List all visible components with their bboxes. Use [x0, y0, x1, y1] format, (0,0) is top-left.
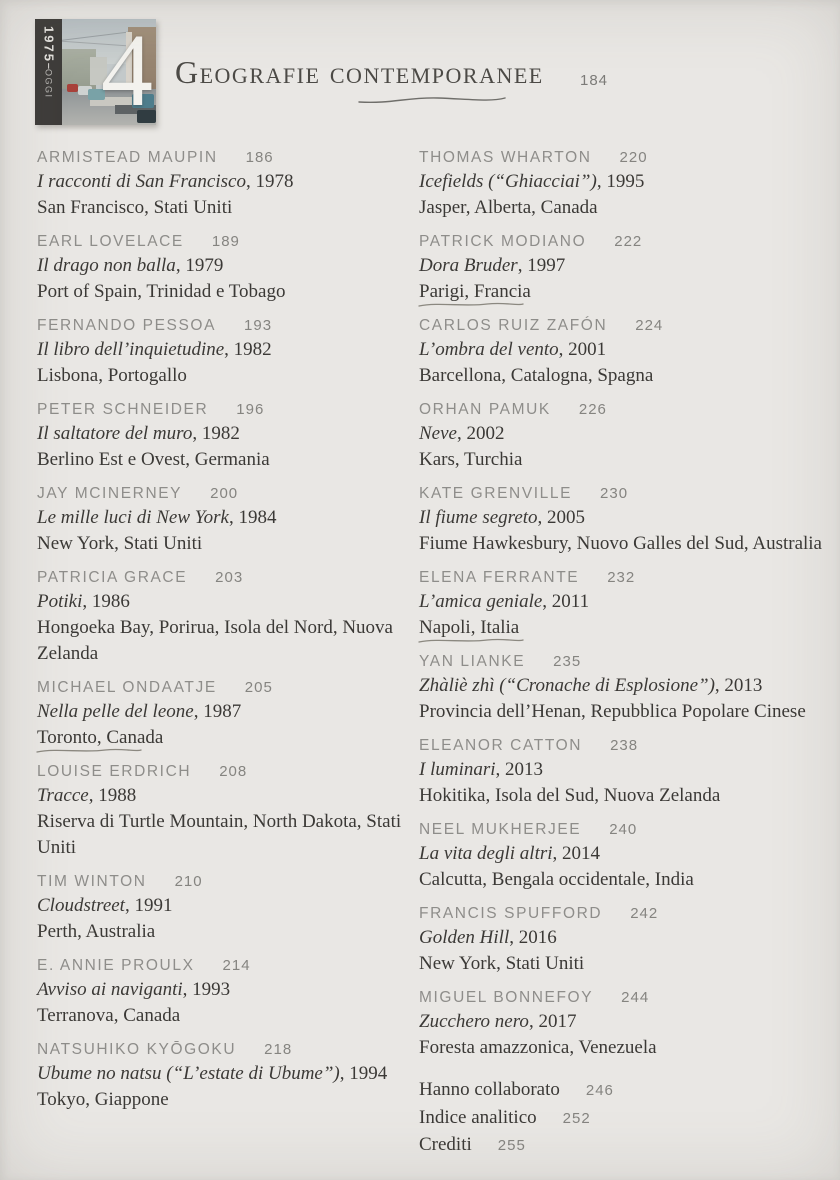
entry-title-line	[419, 253, 833, 279]
entry-page-number: 240	[609, 821, 638, 838]
entry-page-number: 205	[244, 679, 273, 696]
entry-year: , 2005	[537, 507, 586, 528]
entry-author: E. ANNIE PROULX	[37, 957, 195, 974]
entry-year: , 1986	[82, 591, 130, 612]
entry-location	[419, 531, 833, 557]
entry-author-line	[419, 986, 833, 1009]
entry-page-number: 224	[635, 317, 664, 334]
era-years: 1975	[41, 26, 57, 63]
entry-author-line	[37, 1038, 409, 1061]
entry-year: , 1982	[224, 339, 272, 360]
entry-title-line	[419, 1009, 833, 1035]
toc-column-left	[37, 146, 409, 1122]
toc-entry	[37, 230, 409, 305]
entry-page-number: 189	[211, 233, 240, 250]
entry-year: , 2017	[528, 1011, 577, 1032]
entry-location	[419, 615, 833, 641]
entry-author-line	[37, 566, 409, 589]
entry-book-title: Potiki	[37, 591, 83, 612]
toc-entry	[419, 986, 833, 1061]
entry-page-number: 203	[215, 569, 244, 586]
entry-location	[37, 1087, 409, 1113]
entry-book-title: Tracce	[37, 785, 89, 806]
toc-entry	[419, 482, 833, 557]
entry-location	[37, 363, 409, 389]
entry-title-line	[419, 673, 833, 699]
entry-page-number: 222	[614, 233, 643, 250]
entry-title-line	[419, 757, 833, 783]
page-title: Geografie contemporanee	[175, 54, 544, 90]
back-matter-row	[419, 1105, 833, 1133]
entry-location-text: Jasper, Alberta, Canada	[419, 197, 598, 218]
entry-year: , 2016	[509, 927, 557, 948]
entry-page-number: 220	[619, 149, 648, 166]
entry-title-line	[419, 169, 833, 195]
entry-location-text: Hokitika, Isola del Sud, Nuova Zelanda	[419, 785, 721, 806]
entry-page-number: 208	[219, 763, 248, 780]
entry-location-text: Tokyo, Giappone	[37, 1089, 169, 1110]
entry-location-text: Hongoeka Bay, Porirua, Isola del Nord, Nuova Zelanda	[37, 617, 393, 664]
entry-author: TIM WINTON	[37, 873, 147, 890]
entry-book-title: L’amica geniale	[419, 591, 543, 612]
entry-location-text: Barcellona, Catalogna, Spagna	[419, 365, 654, 386]
entry-author-line	[37, 482, 409, 505]
entry-author: YAN LIANKE	[419, 653, 526, 670]
entry-author: ELEANOR CATTON	[419, 737, 583, 754]
entry-page-number: 196	[236, 401, 265, 418]
entry-book-title: Il drago non balla	[37, 255, 176, 276]
entry-year: , 1995	[596, 171, 645, 192]
entry-location	[419, 699, 833, 725]
toc-entry	[37, 398, 409, 473]
toc-entry	[37, 566, 409, 667]
entry-author-line	[419, 398, 833, 421]
entry-title-line	[419, 337, 833, 363]
entry-title-line	[419, 841, 833, 867]
entry-author-line	[37, 676, 409, 699]
entry-author: NEEL MUKHERJEE	[419, 821, 582, 838]
entry-title-line	[37, 337, 409, 363]
entry-year: , 2013	[495, 759, 544, 780]
chapter-header	[0, 0, 840, 145]
entry-author-line	[37, 230, 409, 253]
back-matter-page: 252	[562, 1109, 591, 1127]
entry-title-line	[37, 505, 409, 531]
entry-title-line	[419, 925, 833, 951]
entry-location-text: Riserva di Turtle Mountain, North Dakota, Stati Uniti	[37, 811, 402, 858]
entry-title-line	[419, 421, 833, 447]
chapter-thumbnail	[35, 19, 156, 125]
entry-page-number: 193	[244, 317, 273, 334]
entry-location-text: Berlino Est e Ovest, Germania	[37, 449, 270, 470]
entry-location	[419, 363, 833, 389]
entry-title-line	[37, 421, 409, 447]
entry-location	[419, 867, 833, 893]
entry-year: , 1978	[245, 171, 294, 192]
entry-page-number: 200	[210, 485, 239, 502]
toc-entry	[419, 314, 833, 389]
toc-entry	[419, 230, 833, 305]
entry-book-title: Cloudstreet	[37, 895, 125, 916]
entry-location-text: New York, Stati Uniti	[37, 533, 203, 554]
entry-location	[37, 279, 409, 305]
entry-author: ORHAN PAMUK	[419, 401, 551, 418]
toc-entry	[37, 482, 409, 557]
entry-location	[37, 447, 409, 473]
entry-location	[419, 195, 833, 221]
toc-entry	[419, 398, 833, 473]
entry-year: , 1984	[228, 507, 277, 528]
entry-location	[37, 1003, 409, 1029]
entry-author: ELENA FERRANTE	[419, 569, 580, 586]
back-matter-label: Crediti	[419, 1134, 472, 1155]
entry-year: , 2013	[714, 675, 763, 696]
entry-book-title: Icefields (“Ghiacciai”)	[419, 171, 597, 192]
entry-title-line	[37, 589, 409, 615]
entry-author: MIGUEL BONNEFOY	[419, 989, 594, 1006]
entry-author: KATE GRENVILLE	[419, 485, 573, 502]
entry-title-line	[37, 893, 409, 919]
entry-author: NATSUHIKO KYŌGOKU	[37, 1041, 237, 1058]
entry-author: THOMAS WHARTON	[419, 149, 592, 166]
entry-location-text: Port of Spain, Trinidad e Tobago	[37, 281, 286, 302]
entry-location-text: Lisbona, Portogallo	[37, 365, 187, 386]
entry-location	[37, 531, 409, 557]
entry-author: PATRICIA GRACE	[37, 569, 188, 586]
entry-author-line	[419, 314, 833, 337]
entry-location-text: Perth, Australia	[37, 921, 156, 942]
entry-year: , 1993	[182, 979, 231, 1000]
back-matter-list	[419, 1077, 833, 1160]
entry-author-line	[419, 482, 833, 505]
back-matter-label: Hanno collaborato	[419, 1079, 560, 1100]
entry-year: , 2011	[542, 591, 590, 612]
entry-year: , 1997	[517, 255, 566, 276]
entry-book-title: I luminari	[419, 759, 496, 780]
entry-year: , 1991	[124, 895, 173, 916]
entry-location-text: San Francisco, Stati Uniti	[37, 197, 233, 218]
entry-author-line	[419, 566, 833, 589]
entry-author-line	[37, 146, 409, 169]
entry-page-number: 186	[245, 149, 274, 166]
entry-author-line	[419, 902, 833, 925]
street-photo	[62, 19, 156, 125]
entry-location	[419, 1035, 833, 1061]
entry-location	[419, 783, 833, 809]
entry-year: , 1988	[88, 785, 137, 806]
pencil-underline	[417, 636, 525, 645]
entry-book-title: Ubume no natsu (“L’estate di Ubume”)	[37, 1063, 340, 1084]
entry-author: PETER SCHNEIDER	[37, 401, 209, 418]
toc-entry	[37, 870, 409, 945]
entry-year: , 1987	[193, 701, 242, 722]
entry-book-title: Il saltatore del muro	[37, 423, 193, 444]
entry-author: EARL LOVELACE	[37, 233, 184, 250]
entry-year: , 2014	[552, 843, 601, 864]
entry-page-number: 230	[600, 485, 629, 502]
entry-author: JAY MCINERNEY	[37, 485, 183, 502]
toc-entry	[419, 818, 833, 893]
entry-location-text: Parigi, Francia	[419, 279, 531, 305]
entry-location-text: Terranova, Canada	[37, 1005, 181, 1026]
back-matter-row	[419, 1077, 833, 1105]
toc-entry	[37, 314, 409, 389]
toc-entry	[37, 146, 409, 221]
back-matter-label: Indice analitico	[419, 1106, 537, 1128]
back-matter-page: 246	[585, 1082, 614, 1099]
entry-location-text: Calcutta, Bengala occidentale, India	[419, 869, 694, 890]
entry-book-title: Il fiume segreto	[419, 507, 538, 528]
entry-title-line	[37, 783, 409, 809]
entry-title-line	[37, 699, 409, 725]
entry-title-line	[419, 589, 833, 615]
entry-title-line	[37, 1061, 409, 1087]
toc-entry	[37, 1038, 409, 1113]
entry-book-title: Zucchero nero	[419, 1011, 529, 1032]
entry-author: PATRICK MODIANO	[419, 233, 587, 250]
entry-location-text: Kars, Turchia	[419, 449, 523, 470]
era-dash: –	[42, 62, 55, 70]
entry-page-number: 214	[222, 957, 251, 974]
entry-page-number: 210	[174, 873, 203, 890]
entry-author-line	[419, 818, 833, 841]
entry-location	[37, 615, 409, 667]
entry-title-line	[37, 977, 409, 1003]
entry-author: FRANCIS SPUFFORD	[419, 905, 603, 922]
pencil-underline	[417, 300, 525, 309]
entry-book-title: Golden Hill	[419, 927, 510, 948]
entry-location	[37, 919, 409, 945]
chapter-number: 4	[101, 19, 153, 125]
entry-book-title: I racconti di San Francisco	[37, 171, 246, 192]
entry-book-title: Neve	[419, 423, 457, 444]
entry-title-line	[37, 169, 409, 195]
entry-author-line	[419, 230, 833, 253]
title-flourish	[356, 94, 508, 106]
toc-column-right	[419, 146, 833, 1160]
photo-car	[67, 84, 78, 92]
entry-page-number: 244	[621, 989, 650, 1006]
entry-location-text: Provincia dell’Henan, Repubblica Popolare Cinese	[419, 701, 806, 722]
entry-author-line	[419, 146, 833, 169]
entry-author: MICHAEL ONDAATJE	[37, 679, 217, 696]
entry-author: LOUISE ERDRICH	[37, 763, 192, 780]
entry-location-text: Fiume Hawkesbury, Nuovo Galles del Sud, Australia	[419, 533, 822, 554]
entry-location	[419, 279, 833, 305]
toc-entry	[419, 650, 833, 725]
entry-location	[37, 725, 409, 751]
entry-book-title: La vita degli altri	[419, 843, 553, 864]
entry-location	[419, 447, 833, 473]
entry-year: , 1994	[339, 1063, 388, 1084]
entry-author: FERNANDO PESSOA	[37, 317, 217, 334]
entry-year: , 1982	[192, 423, 240, 444]
entry-book-title: Nella pelle del leone	[37, 701, 194, 722]
toc-entry	[419, 146, 833, 221]
entry-location-text: New York, Stati Uniti	[419, 953, 585, 974]
entry-location-text: Toronto, Canada	[37, 725, 163, 751]
entry-book-title: Dora Bruder	[419, 255, 518, 276]
entry-title-line	[37, 253, 409, 279]
toc-entry	[37, 760, 409, 861]
toc-entry	[419, 734, 833, 809]
entry-book-title: Avviso ai naviganti	[37, 979, 183, 1000]
entry-year: , 2001	[558, 339, 607, 360]
pencil-underline	[35, 746, 143, 755]
entry-page-number: 218	[264, 1041, 293, 1058]
entry-location	[37, 809, 409, 861]
entry-author-line	[37, 954, 409, 977]
entry-book-title: Il libro dell’inquietudine	[37, 339, 225, 360]
entry-author-line	[419, 650, 833, 673]
entry-location-text: Foresta amazzonica, Venezuela	[419, 1037, 657, 1058]
entry-book-title: Zhàliè zhì (“Cronache di Esplosione”)	[419, 675, 715, 696]
entry-title-line	[419, 505, 833, 531]
entry-author-line	[37, 870, 409, 893]
entry-author-line	[37, 760, 409, 783]
entry-author: CARLOS RUIZ ZAFÓN	[419, 317, 608, 334]
era-label	[40, 26, 58, 125]
toc-entry	[37, 954, 409, 1029]
entry-year: , 1979	[175, 255, 224, 276]
entry-location-text: Napoli, Italia	[419, 615, 519, 641]
back-matter-row	[419, 1132, 833, 1160]
era-strip	[35, 19, 62, 125]
entry-author-line	[37, 398, 409, 421]
toc-entry	[37, 676, 409, 751]
chapter-start-page: 184	[580, 72, 609, 89]
entry-location	[37, 195, 409, 221]
entry-page-number: 242	[630, 905, 659, 922]
entry-page-number: 226	[578, 401, 607, 418]
era-suffix: OGGI	[43, 69, 54, 99]
entry-page-number: 238	[610, 737, 639, 754]
toc-entry	[419, 566, 833, 641]
back-matter-page: 255	[497, 1137, 526, 1154]
entry-page-number: 235	[553, 653, 582, 670]
toc-entry	[419, 902, 833, 977]
entry-author-line	[419, 734, 833, 757]
entry-author: ARMISTEAD MAUPIN	[37, 149, 218, 166]
entry-book-title: L’ombra del vento	[419, 339, 559, 360]
entry-location	[419, 951, 833, 977]
entry-author-line	[37, 314, 409, 337]
entry-page-number: 232	[607, 569, 636, 586]
entry-year: , 2002	[456, 423, 505, 444]
entry-book-title: Le mille luci di New York	[37, 507, 229, 528]
